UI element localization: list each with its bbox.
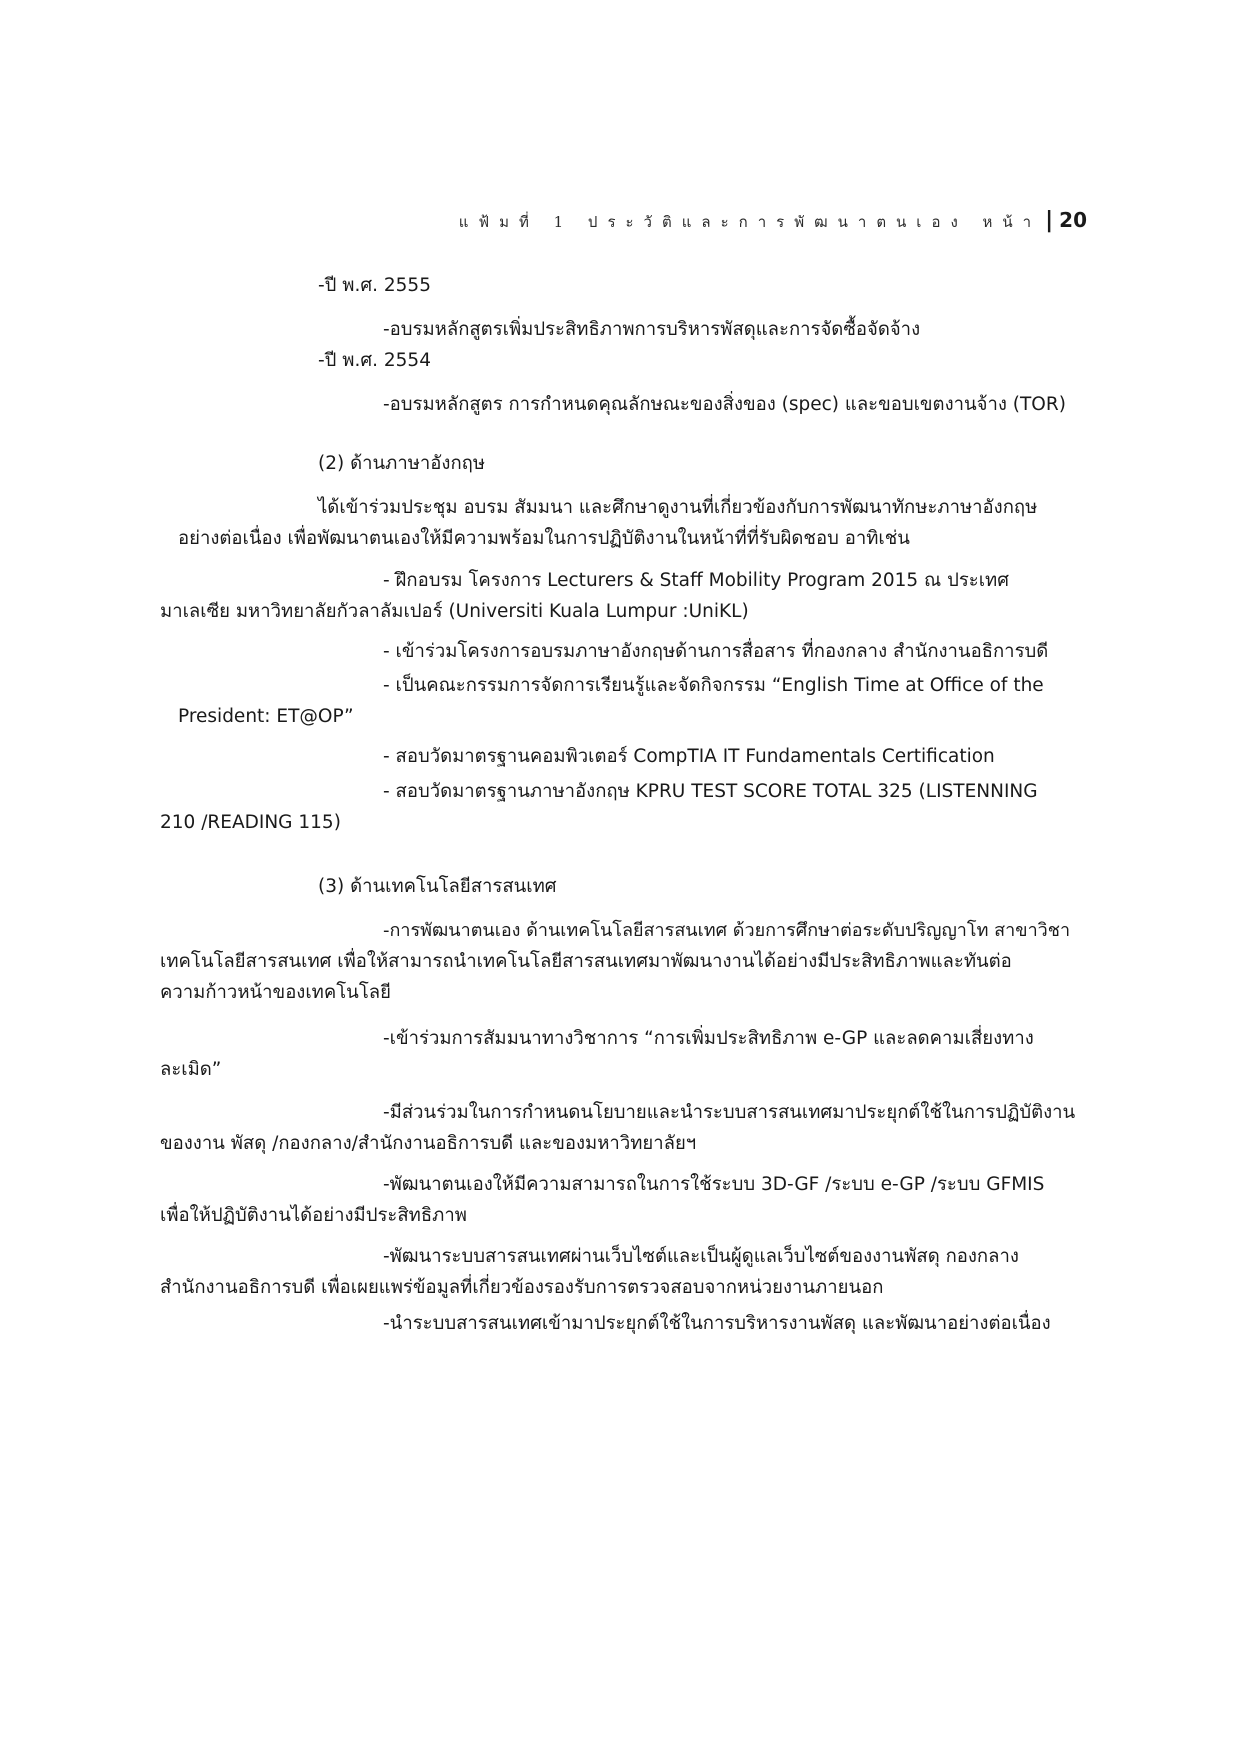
header-title: แฟ้มที่ 1 ประวัติและการพัฒนาตนเอง หน้า	[458, 213, 1042, 231]
it-item-apply-systems: -นำระบบสารสนเทศเข้ามาประยุกต์ใช้ในการบริหารงานพัสดุ และพัฒนาอย่างต่อเนื่อง	[383, 1313, 1051, 1334]
page-number: 20	[1059, 208, 1087, 232]
it-item-policy-line-1: -มีส่วนร่วมในการกำหนดนโยบายและนำระบบสารสนเทศมาประยุกต์ใช้ในการปฏิบัติงาน	[383, 1102, 1076, 1123]
english-item-mobility-line-1: - ฝึกอบรม โครงการ Lecturers & Staff Mobility Program 2015 ณ ประเทศ	[383, 570, 1009, 591]
english-item-comptia: - สอบวัดมาตรฐานคอมพิวเตอร์ CompTIA IT Fundamentals Certification	[383, 746, 995, 767]
it-item-masters-line-3: ความก้าวหน้าของเทคโนโลยี	[160, 982, 391, 1003]
it-item-egp-seminar-line-2: ละเมิด”	[160, 1059, 222, 1080]
training-procurement-line: -อบรมหลักสูตรเพิ่มประสิทธิภาพการบริหารพัสดุและการจัดซื้อจัดจ้าง	[383, 319, 921, 340]
english-item-kpru-test-line-1: - สอบวัดมาตรฐานภาษาอังกฤษ KPRU TEST SCORE TOTAL 325 (LISTENNING	[383, 781, 1038, 802]
year-2554-line: -ปี พ.ศ. 2554	[318, 350, 431, 371]
english-intro-line-2: อย่างต่อเนื่อง เพื่อพัฒนาตนเองให้มีความพร้อมในการปฏิบัติงานในหน้าที่ที่รับผิดชอบ อาทิเช่น	[178, 528, 910, 549]
it-item-systems-line-2: เพื่อให้ปฏิบัติงานได้อย่างมีประสิทธิภาพ	[160, 1205, 467, 1226]
section-english-heading: (2) ด้านภาษาอังกฤษ	[318, 453, 486, 474]
training-spec-tor-line: -อบรมหลักสูตร การกำหนดคุณลักษณะของสิ่งของ (spec) และขอบเขตงานจ้าง (TOR)	[383, 394, 1066, 415]
english-intro-line-1: ได้เข้าร่วมประชุม อบรม สัมมนา และศึกษาดูงานที่เกี่ยวข้องกับการพัฒนาทักษะภาษาอังกฤษ	[318, 497, 1038, 518]
header-separator: |	[1045, 208, 1054, 233]
it-item-systems-line-1: -พัฒนาตนเองให้มีความสามารถในการใช้ระบบ 3D-GF /ระบบ e-GP /ระบบ GFMIS	[383, 1174, 1045, 1195]
it-item-masters-line-1: -การพัฒนาตนเอง ด้านเทคโนโลยีสารสนเทศ ด้วยการศึกษาต่อระดับปริญญาโท สาขาวิชา	[383, 920, 1071, 941]
section-it-heading: (3) ด้านเทคโนโลยีสารสนเทศ	[318, 876, 557, 897]
english-item-mobility-line-2: มาเลเซีย มหาวิทยาลัยกัวลาลัมเปอร์ (Universiti Kuala Lumpur :UniKL)	[160, 601, 749, 622]
it-item-egp-seminar-line-1: -เข้าร่วมการสัมมนาทางวิชาการ “การเพิ่มประสิทธิภาพ e-GP และลดคามเสี่ยงทาง	[383, 1028, 1034, 1049]
year-2555-line: -ปี พ.ศ. 2555	[318, 275, 431, 296]
english-item-committee-line-1: - เป็นคณะกรรมการจัดการเรียนรู้และจัดกิจกรรม “English Time at Office of the	[383, 675, 1044, 696]
it-item-website-line-2: สำนักงานอธิการบดี เพื่อเผยแพร่ข้อมูลที่เกี่ยวข้องรองรับการตรวจสอบจากหน่วยงานภายนอก	[160, 1277, 884, 1298]
it-item-masters-line-2: เทคโนโลยีสารสนเทศ เพื่อให้สามารถนำเทคโนโลยีสารสนเทศมาพัฒนางานได้อย่างมีประสิทธิภาพและทันต่อ	[160, 951, 1012, 972]
it-item-website-line-1: -พัฒนาระบบสารสนเทศผ่านเว็บไซต์และเป็นผู้ดูแลเว็บไซต์ของงานพัสดุ กองกลาง	[383, 1246, 1019, 1267]
page-header	[459, 208, 1087, 234]
english-item-committee-line-2: President: ET@OP”	[178, 706, 354, 727]
it-item-policy-line-2: ของงาน พัสดุ /กองกลาง/สำนักงานอธิการบดี และของมหาวิทยาลัยฯ	[160, 1133, 697, 1154]
english-item-kpru-test-line-2: 210 /READING 115)	[160, 812, 341, 833]
english-item-communication: - เข้าร่วมโครงการอบรมภาษาอังกฤษด้านการสื่อสาร ที่กองกลาง สำนักงานอธิการบดี	[383, 641, 1049, 662]
